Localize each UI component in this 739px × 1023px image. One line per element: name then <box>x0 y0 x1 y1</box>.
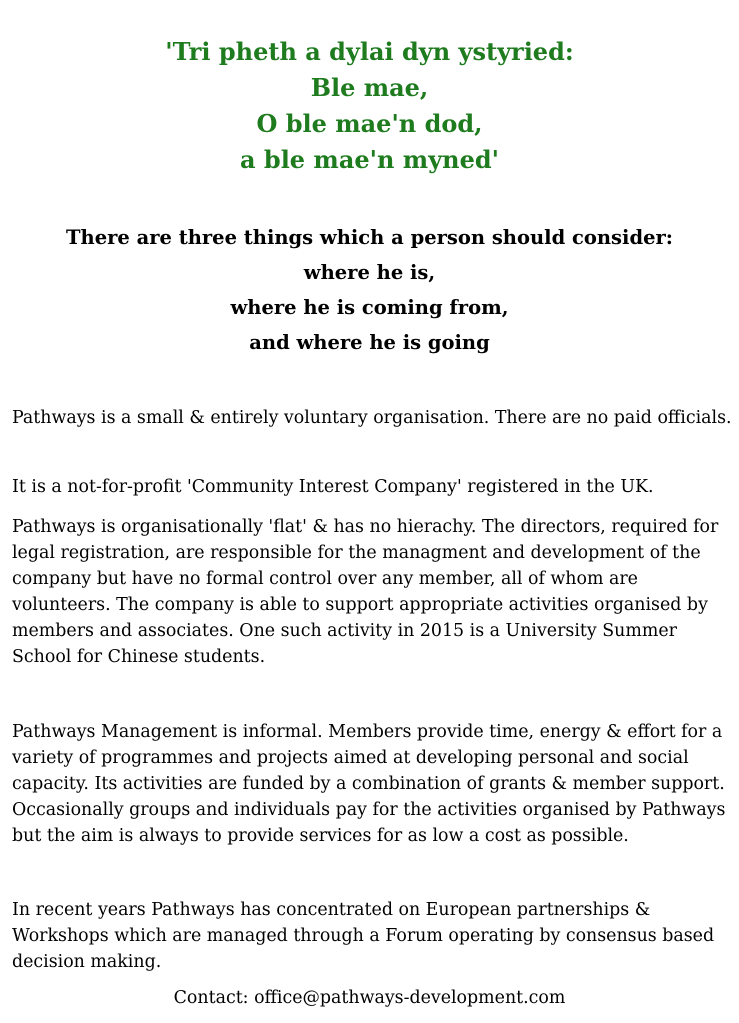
english-quote-line: and where he is going <box>249 331 490 354</box>
english-translation <box>0 220 739 360</box>
english-quote-line: where he is coming from, <box>230 296 509 319</box>
welsh-quote <box>0 34 739 178</box>
english-quote-line: There are three things which a person should consider: <box>66 226 673 249</box>
welsh-quote-line: O ble mae'n dod, <box>256 109 483 138</box>
paragraph-management: Pathways Management is informal. Members provide time, energy & effort for a variety of programmes and projects aimed at developing personal and social capacity. Its activities are funded by a combination of grants & member support. Occasionally groups and individuals pay for the activities organised by Pathways but the aim is always to provide services for as low a cost as possible. <box>12 722 726 846</box>
paragraph-voluntary: Pathways is a small & entirely voluntary organisation. There are no paid officials. <box>12 408 732 428</box>
paragraph-partnerships: In recent years Pathways has concentrated on European partnerships & Workshops which are managed through a Forum operating by consensus based decision making. <box>12 900 715 972</box>
contact-email[interactable]: Contact: office@pathways-development.com <box>173 988 566 1008</box>
english-quote-line: where he is, <box>303 261 436 284</box>
contact-line <box>0 985 739 1011</box>
welsh-quote-line: Ble mae, <box>310 73 429 102</box>
paragraph-cic: It is a not-for-profit 'Community Interest Company' registered in the UK. <box>12 477 654 497</box>
paragraph-structure: Pathways is organisationally 'flat' & has no hierachy. The directors, required for legal registration, are responsible for the managment and development of the company but have no formal control over any member, all of whom are volunteers. The company is able to support appropriate activities organised by members and associates. One such activity in 2015 is a University Summer School for Chinese students. <box>12 517 719 667</box>
welsh-quote-line: 'Tri pheth a dylai dyn ystyried: <box>165 37 574 66</box>
welsh-quote-line: a ble mae'n myned' <box>240 145 499 174</box>
